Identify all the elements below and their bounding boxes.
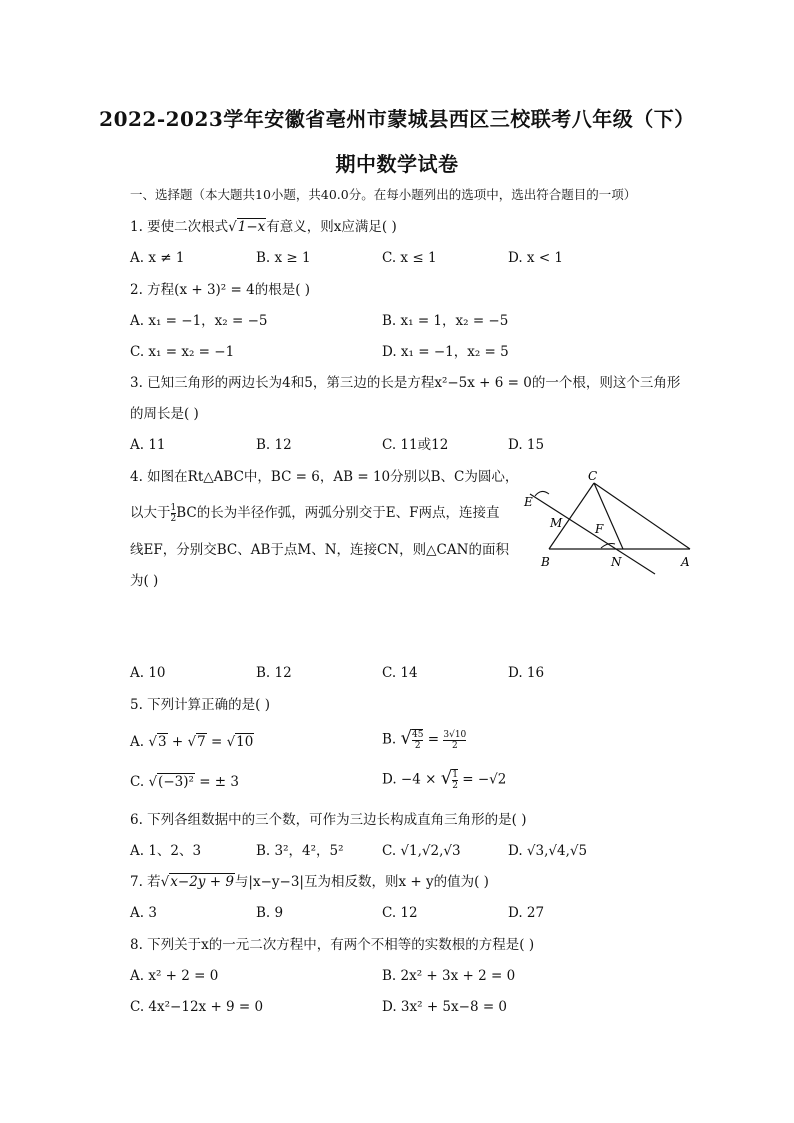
question-6-stem: 6. 下列各组数据中的三个数，可作为三边长构成直角三角形的是( ) (130, 812, 527, 828)
radical-sign-icon: √ (440, 767, 453, 789)
q6-option-b[interactable]: B. 3²，4²，5² (256, 843, 344, 859)
label-f: F (595, 522, 604, 536)
q3-option-b[interactable]: B. 12 (256, 437, 292, 453)
half-numerator: 1 (170, 503, 177, 513)
question-5-stem: 5. 下列计算正确的是( ) (130, 697, 270, 713)
arc-mark-e (535, 491, 549, 496)
question-4-stem-line4: 为( ) (130, 573, 159, 589)
q2-option-b[interactable]: B. x₁ = 1，x₂ = −5 (382, 313, 509, 329)
q4-stem2-suffix: BC的长为半径作弧，两弧分别交于E、F两点，连接直 (176, 505, 500, 521)
q5-b-prefix: B. (382, 731, 401, 748)
triangle-construction-figure (515, 466, 705, 581)
q5-b-radicand-fraction (412, 729, 423, 751)
label-m: M (550, 516, 563, 530)
q5-option-a[interactable] (130, 733, 254, 751)
question-3-stem-line2: 的周长是( ) (130, 406, 199, 422)
q5-b-rden: 2 (451, 740, 458, 751)
question-3-stem-line1: 3. 已知三角形的两边长为4和5，第三边的长是方程x²−5x + 6 = 0的一个根，则这个三角形 (130, 375, 681, 391)
q5-a-plus: + (167, 734, 188, 750)
q1-option-d[interactable]: D. x < 1 (508, 250, 564, 266)
radical-sign-icon: √ (160, 874, 170, 890)
q7-option-b[interactable]: B. 9 (256, 905, 284, 921)
q8-option-c[interactable]: C. 4x²−12x + 9 = 0 (130, 999, 264, 1015)
radical-sign-icon: √ (148, 774, 158, 790)
radical-sign-icon: √ (228, 219, 237, 235)
radical-sign-icon: √ (148, 734, 157, 750)
question-4-stem-line2 (130, 503, 499, 524)
q4-option-c[interactable]: C. 14 (382, 665, 418, 681)
q5-c-tail: = ± 3 (194, 774, 239, 790)
q1-option-b[interactable]: B. x ≥ 1 (256, 250, 311, 266)
q5-b-result-fraction (443, 730, 466, 751)
q5-b-num: 45 (412, 730, 424, 740)
q5-option-c[interactable] (130, 773, 239, 791)
q2-option-a[interactable]: A. x₁ = −1，x₂ = −5 (130, 313, 268, 329)
label-b: B (541, 555, 550, 569)
q5-option-d[interactable] (382, 769, 506, 791)
question-2-stem: 2. 方程(x + 3)² = 4的根是( ) (130, 282, 311, 298)
q5-d-prefix: D. −4 × (382, 771, 441, 788)
label-a: A (681, 555, 690, 569)
label-c: C (588, 469, 598, 483)
q5-d-den: 2 (452, 781, 458, 791)
q5-b-rnum: 3√10 (443, 729, 467, 740)
q7-option-c[interactable]: C. 12 (382, 905, 418, 921)
question-4-stem-line3: 线EF，分别交BC、AB于点M、N，连接CN，则△CAN的面积 (130, 542, 509, 558)
q1-stem-suffix: 有意义，则x应满足( ) (266, 219, 397, 235)
section-heading: 一、选择题（本大题共10小题，共40.0分。在每小题列出的选项中，选出符合题目的一项） (130, 187, 637, 202)
q5-c-prefix: C. (130, 774, 149, 790)
radical-sign-icon: √ (187, 734, 197, 750)
q8-option-d[interactable]: D. 3x² + 5x−8 = 0 (382, 999, 508, 1015)
q1-stem-prefix: 1. 要使二次根式 (130, 219, 229, 235)
q5-c-radicand: (−3)² (158, 774, 194, 790)
question-4-stem-line1: 4. 如图在Rt△ABC中，BC = 6，AB = 10分别以B、C为圆心， (130, 469, 519, 485)
q1-option-a[interactable]: A. x ≠ 1 (130, 250, 185, 266)
q2-option-d[interactable]: D. x₁ = −1，x₂ = 5 (382, 344, 509, 360)
q6-option-c[interactable]: C. √1,√2,√3 (382, 843, 461, 859)
q4-option-d[interactable]: D. 16 (508, 665, 545, 681)
exam-title-line2: 期中数学试卷 (335, 152, 459, 176)
q4-option-b[interactable]: B. 12 (256, 665, 292, 681)
q8-option-a[interactable]: A. x² + 2 = 0 (130, 968, 219, 984)
q4-option-a[interactable]: A. 10 (130, 665, 166, 681)
radical-sign-icon: √ (400, 727, 412, 749)
q7-stem-prefix: 7. 若 (130, 874, 161, 890)
q5-b-equals: = (423, 731, 444, 748)
radical-sign-icon: √ (226, 734, 236, 750)
q5-d-tail: = −√2 (457, 771, 507, 788)
label-n: N (611, 555, 622, 569)
half-denominator: 2 (170, 514, 177, 524)
q7-stem-suffix: 与|x−y−3|互为相反数，则x + y的值为( ) (234, 874, 489, 890)
q6-option-a[interactable]: A. 1、2、3 (130, 843, 202, 859)
q5-a-equals: = (206, 734, 227, 750)
q5-a-rad2: 7 (197, 734, 206, 750)
q7-option-a[interactable]: A. 3 (130, 905, 157, 921)
q7-radicand: x−2y + 9 (170, 874, 234, 890)
q3-option-a[interactable]: A. 11 (130, 437, 166, 453)
q5-d-num: 1 (452, 770, 458, 780)
q1-radicand: 1−x (237, 219, 266, 235)
question-1-stem (130, 218, 397, 236)
q6-option-d[interactable]: D. √3,√4,√5 (508, 843, 588, 859)
q4-stem2-prefix: 以大于 (130, 505, 171, 521)
q3-option-d[interactable]: D. 15 (508, 437, 545, 453)
q1-option-c[interactable]: C. x ≤ 1 (382, 250, 437, 266)
q5-a-rad3: 10 (236, 734, 254, 750)
q5-a-rad1: 3 (157, 734, 167, 750)
q2-option-c[interactable]: C. x₁ = x₂ = −1 (130, 344, 235, 360)
question-8-stem: 8. 下列关于x的一元二次方程中，有两个不相等的实数根的方程是( ) (130, 937, 535, 953)
label-e: E (524, 495, 533, 509)
q7-option-d[interactable]: D. 27 (508, 905, 545, 921)
q5-b-den: 2 (414, 741, 421, 751)
q5-option-b[interactable] (382, 729, 466, 751)
q3-option-c[interactable]: C. 11或12 (382, 437, 449, 453)
q5-a-prefix: A. (130, 734, 149, 750)
question-7-stem (130, 873, 489, 891)
exam-title-line1: 2022-2023学年安徽省亳州市蒙城县西区三校联考八年级（下） (99, 107, 695, 131)
q8-option-b[interactable]: B. 2x² + 3x + 2 = 0 (382, 968, 516, 984)
